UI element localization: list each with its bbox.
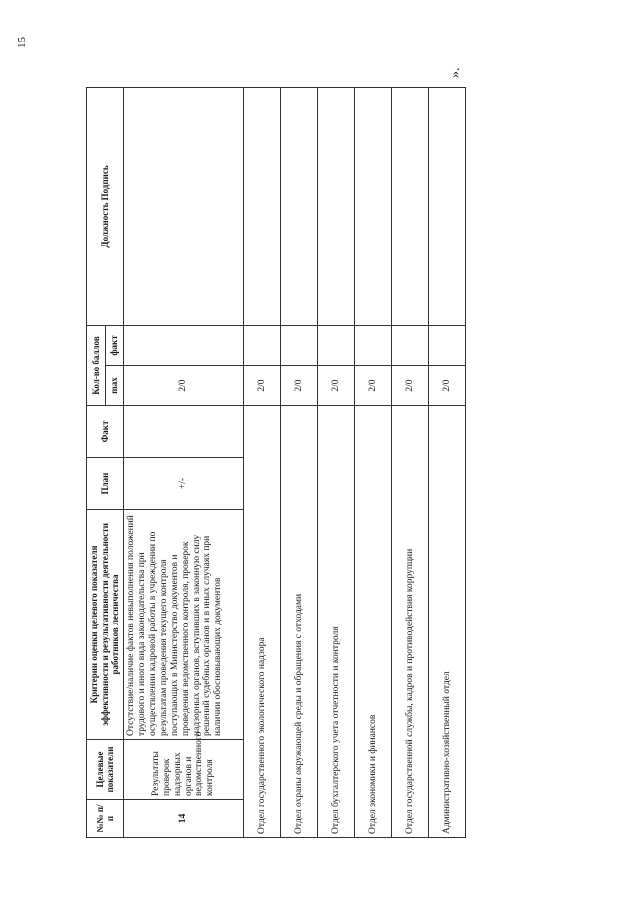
- row-14-criteria: Отсутствие/наличие фактов невыполнения положений трудового и иного вида законодательства при осуществлении кадровой работы в учреждении по результатам проведения текущего контроля поступающих в Министерство документов и проведения ведомственного контроля, проверок надзорных органов, вступивших в законную силу решений судебных органов и в иных случаях при наличии обосновывающих документов: [124, 510, 244, 740]
- section-points-fact: [244, 326, 281, 366]
- section-row: [429, 88, 466, 838]
- header-position-signature: Должность Подпись: [87, 88, 124, 326]
- section-signature: [355, 88, 392, 326]
- row-14-plan: +/-: [124, 458, 244, 510]
- header-indicators: Целевые показатели: [87, 740, 124, 800]
- row-14-signature: [124, 88, 244, 326]
- section-name: Административно-хозяйственный отдел: [429, 406, 466, 838]
- section-max: 2/0: [244, 366, 281, 406]
- row-14-fact: [124, 406, 244, 458]
- section-max: 2/0: [429, 366, 466, 406]
- section-max: 2/0: [318, 366, 355, 406]
- section-name: Отдел государственного экологического надзора: [244, 406, 281, 838]
- section-row: [355, 88, 392, 838]
- section-points-fact: [318, 326, 355, 366]
- section-signature: [244, 88, 281, 326]
- section-points-fact: [429, 326, 466, 366]
- row-14: [124, 88, 244, 838]
- section-name: Отдел экономики и финансов: [355, 406, 392, 838]
- section-max: 2/0: [281, 366, 318, 406]
- page-number: 15: [16, 37, 28, 48]
- header-plan: План: [87, 458, 124, 510]
- rotated-table-container: [86, 88, 466, 838]
- section-row: [392, 88, 429, 838]
- section-points-fact: [392, 326, 429, 366]
- section-row: [244, 88, 281, 838]
- evaluation-table: [86, 87, 466, 838]
- section-points-fact: [355, 326, 392, 366]
- section-signature: [318, 88, 355, 326]
- header-points: Кол-во баллов: [87, 326, 106, 406]
- section-row: [281, 88, 318, 838]
- header-points-max: max: [105, 366, 124, 406]
- section-max: 2/0: [355, 366, 392, 406]
- header-fact: Факт: [87, 406, 124, 458]
- row-14-indicator: Результаты проверок надзорных органов и ведомственного контроля: [124, 740, 244, 800]
- closing-quote-mark: ».: [448, 67, 463, 78]
- header-points-fact: факт: [105, 326, 124, 366]
- header-criteria: Критерии оценки целевого показателя эффективности и результативности деятельности работников лесничества: [87, 510, 124, 740]
- row-14-points-fact: [124, 326, 244, 366]
- section-signature: [429, 88, 466, 326]
- section-signature: [281, 88, 318, 326]
- section-signature: [392, 88, 429, 326]
- section-name: Отдел охраны окружающей среды и обращения с отходами: [281, 406, 318, 838]
- section-name: Отдел государственной службы, кадров и противодействия коррупции: [392, 406, 429, 838]
- header-row: [87, 88, 106, 838]
- section-name: Отдел бухгалтерского учета отчетности и контроля: [318, 406, 355, 838]
- section-row: [318, 88, 355, 838]
- row-14-max: 2/0: [124, 366, 244, 406]
- header-number: №№ п/п: [87, 800, 124, 838]
- row-14-number: 14: [124, 800, 244, 838]
- section-max: 2/0: [392, 366, 429, 406]
- section-points-fact: [281, 326, 318, 366]
